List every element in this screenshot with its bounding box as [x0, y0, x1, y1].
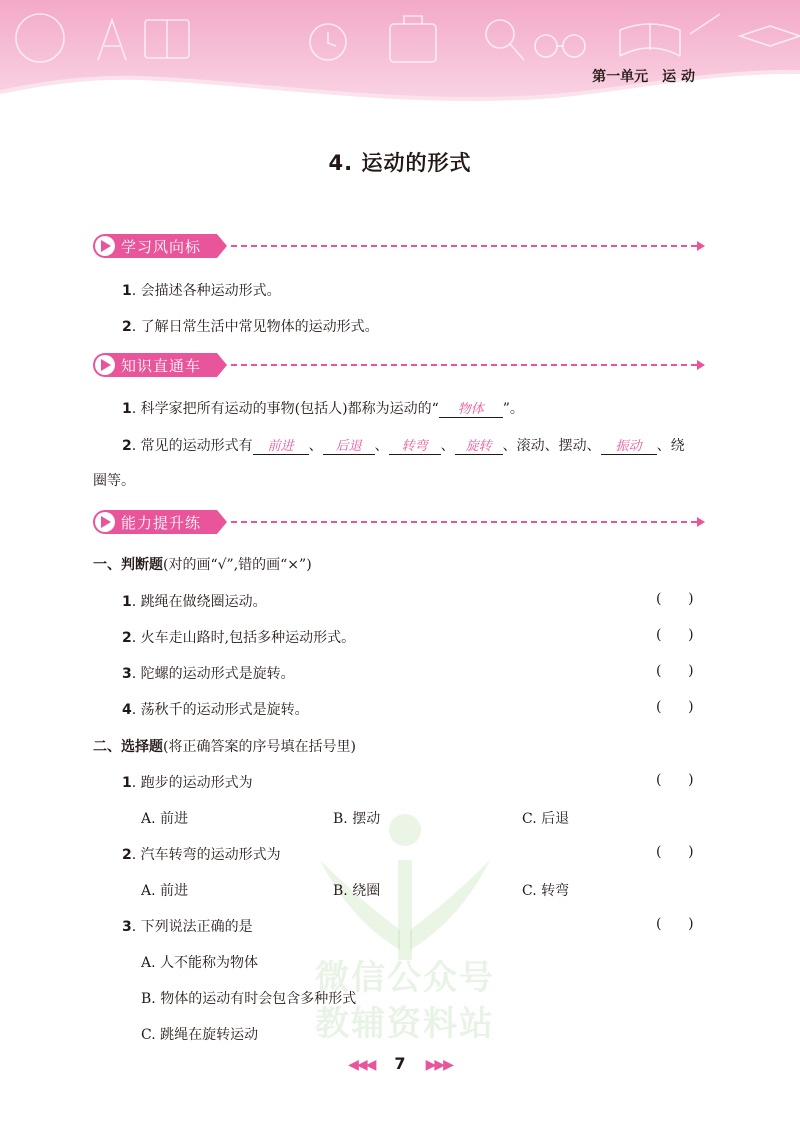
option-a: A. 前进 — [141, 883, 189, 899]
option-c: C. 转弯 — [522, 883, 570, 899]
judge-item: 3. 陀螺的运动形式是旋转。 — [122, 666, 295, 682]
watermark-text: 教辅资料站 — [315, 1004, 495, 1044]
option-b: B. 摆动 — [333, 811, 381, 827]
answer-paren[interactable]: ( ) — [656, 663, 694, 679]
section-header-practice — [93, 510, 705, 536]
right-arrows-icon: ▶▶▶ — [425, 1057, 452, 1073]
section-label: 能力提升练 — [121, 514, 202, 532]
option-a: A. 前进 — [141, 811, 189, 827]
knowledge-q2: 2. 常见的运动形式有 前进 、 后退 、 转弯 、 旋转 、滚动、摆动、 振动 、绕 — [122, 435, 685, 455]
answer-paren[interactable]: ( ) — [656, 844, 694, 860]
answer-blank: 后退 — [323, 435, 375, 455]
section-label: 知识直通车 — [121, 357, 202, 375]
goal-item: 1. 会描述各种运动形式。 — [122, 283, 281, 299]
page-title: 4. 运动的形式 — [328, 151, 472, 175]
option-b: B. 物体的运动有时会包含多种形式 — [141, 991, 357, 1007]
answer-paren[interactable]: ( ) — [656, 627, 694, 643]
option-c: C. 后退 — [522, 811, 570, 827]
answer-blank: 振动 — [601, 435, 657, 455]
play-icon — [101, 516, 111, 528]
page-number: 7 — [394, 1054, 406, 1073]
section-header-knowledge — [93, 353, 705, 379]
header-band — [0, 0, 800, 105]
option-a: A. 人不能称为物体 — [141, 955, 259, 971]
play-icon — [101, 359, 111, 371]
judge-item: 2. 火车走山路时,包括多种运动形式。 — [122, 630, 356, 646]
judge-heading: 一、判断题(对的画“√”,错的画“×”) — [93, 557, 312, 573]
answer-blank: 物体 — [439, 398, 503, 418]
choice-item: 3. 下列说法正确的是 — [122, 919, 253, 935]
section-label: 学习风向标 — [121, 238, 202, 256]
arrow-icon — [697, 517, 705, 527]
goal-item: 2. 了解日常生活中常见物体的运动形式。 — [122, 319, 379, 335]
answer-blank: 前进 — [253, 435, 309, 455]
knowledge-q1: 1. 科学家把所有运动的事物(包括人)都称为运动的“ 物体 ”。 — [122, 398, 524, 418]
option-b: B. 绕圈 — [333, 883, 381, 899]
judge-item: 4. 荡秋千的运动形式是旋转。 — [122, 702, 309, 718]
answer-blank: 转弯 — [389, 435, 441, 455]
answer-blank: 旋转 — [455, 435, 503, 455]
judge-item: 1. 跳绳在做绕圈运动。 — [122, 594, 267, 610]
section-header-goals — [93, 234, 705, 260]
answer-paren[interactable]: ( ) — [656, 916, 694, 932]
watermark-text: 微信公众号 — [315, 958, 495, 998]
page-footer — [0, 1054, 800, 1073]
knowledge-q2-cont: 圈等。 — [93, 473, 135, 489]
left-arrows-icon: ◀◀◀ — [348, 1057, 375, 1073]
play-icon — [101, 240, 111, 252]
choice-item: 1. 跑步的运动形式为 — [122, 775, 253, 791]
answer-paren[interactable]: ( ) — [656, 699, 694, 715]
arrow-icon — [697, 360, 705, 370]
answer-paren[interactable]: ( ) — [656, 591, 694, 607]
arrow-icon — [697, 241, 705, 251]
choice-item: 2. 汽车转弯的运动形式为 — [122, 847, 281, 863]
unit-label: 第一单元 运 动 — [592, 69, 695, 85]
answer-paren[interactable]: ( ) — [656, 772, 694, 788]
option-c: C. 跳绳在旋转运动 — [141, 1027, 259, 1043]
choice-heading: 二、选择题(将正确答案的序号填在括号里) — [93, 739, 356, 755]
